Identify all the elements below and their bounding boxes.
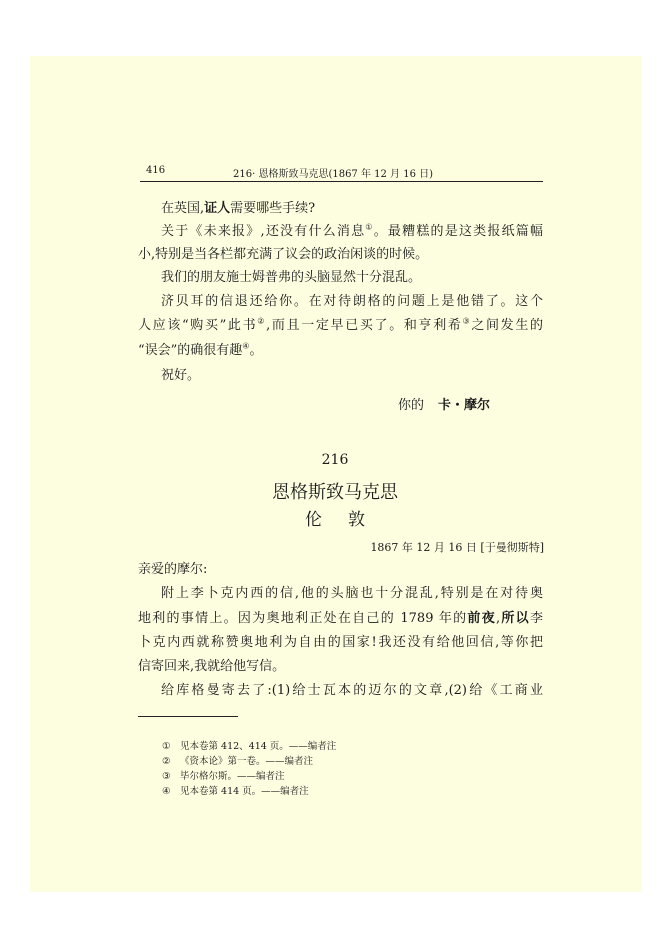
letter-number: 216 — [321, 452, 349, 468]
footnote-rule — [138, 716, 238, 717]
paragraph-siebel-line1: 济贝耳的信退还给你。在对待朗格的问题上是他错了。这个 — [161, 294, 543, 309]
paragraph-liebknecht-line2: 地利的事情上。因为奥地利正处在自己的 1789 年的前夜,所以李 — [138, 611, 543, 626]
page-number: 416 — [146, 165, 166, 176]
paragraph-schweitzer: 我们的朋友施士姆普弗的头脑显然十分混乱。 — [161, 270, 422, 285]
paragraph-liebknecht-line3: 卜克内西就称赞奥地利为自由的国家!我还没有给他回信,等你把 — [138, 635, 543, 650]
paragraph-siebel-line3: “误会”的确很有趣④。 — [138, 341, 263, 358]
paragraph-zukunft-line1: 关于《未来报》,还没有什么消息①。最糟糕的是这类报纸篇幅 — [161, 222, 543, 239]
closing: 祝好。 — [161, 368, 201, 383]
footnote-ref-3: ③ — [462, 316, 472, 326]
page-header — [140, 163, 543, 182]
footnote-ref-2: ② — [257, 316, 267, 326]
paragraph-siebel-line2: 人应该“购买”此书②,而且一定早已买了。和亨利希③之间发生的 — [138, 316, 544, 333]
paragraph-liebknecht-line1: 附上李卜克内西的信,他的头脑也十分混乱,特别是在对待奥 — [161, 586, 543, 601]
paragraph-kugelmann-line1: 给库格曼寄去了:(1)给士瓦本的迈尔的文章,(2)给《工商业 — [161, 683, 543, 698]
footnote-2: ② 《资本论》第一卷。——编者注 — [162, 756, 314, 767]
paragraph-liebknecht-line4: 信寄回来,我就给他写信。 — [138, 659, 286, 674]
paragraph-witness: 在英国,证人需要哪些手续? — [161, 201, 316, 216]
footnote-1: ① 见本卷第 412、414 页。——编者注 — [162, 741, 337, 752]
footnote-4: ④ 见本卷第 414 页。——编者注 — [162, 786, 309, 797]
signature: 你的 卡・摩尔 — [398, 398, 491, 413]
footnote-ref-4: ④ — [242, 341, 250, 351]
letter-title: 恩格斯致马克思 — [272, 482, 398, 503]
letter-date: 1867 年 12 月 16 日 [于曼彻斯特] — [370, 541, 544, 554]
footnote-3: ③ 毕尔格尔斯。——编者注 — [162, 771, 285, 782]
letter-place: 伦敦 — [305, 510, 391, 530]
salutation: 亲爱的摩尔: — [138, 562, 208, 577]
footnote-ref-1: ① — [365, 222, 374, 232]
paragraph-zukunft-line2: 小,特别是当各栏都充满了议会的政治闲谈的时候。 — [138, 247, 429, 262]
running-title: 216· 恩格斯致马克思(1867 年 12 月 16 日) — [233, 169, 434, 180]
